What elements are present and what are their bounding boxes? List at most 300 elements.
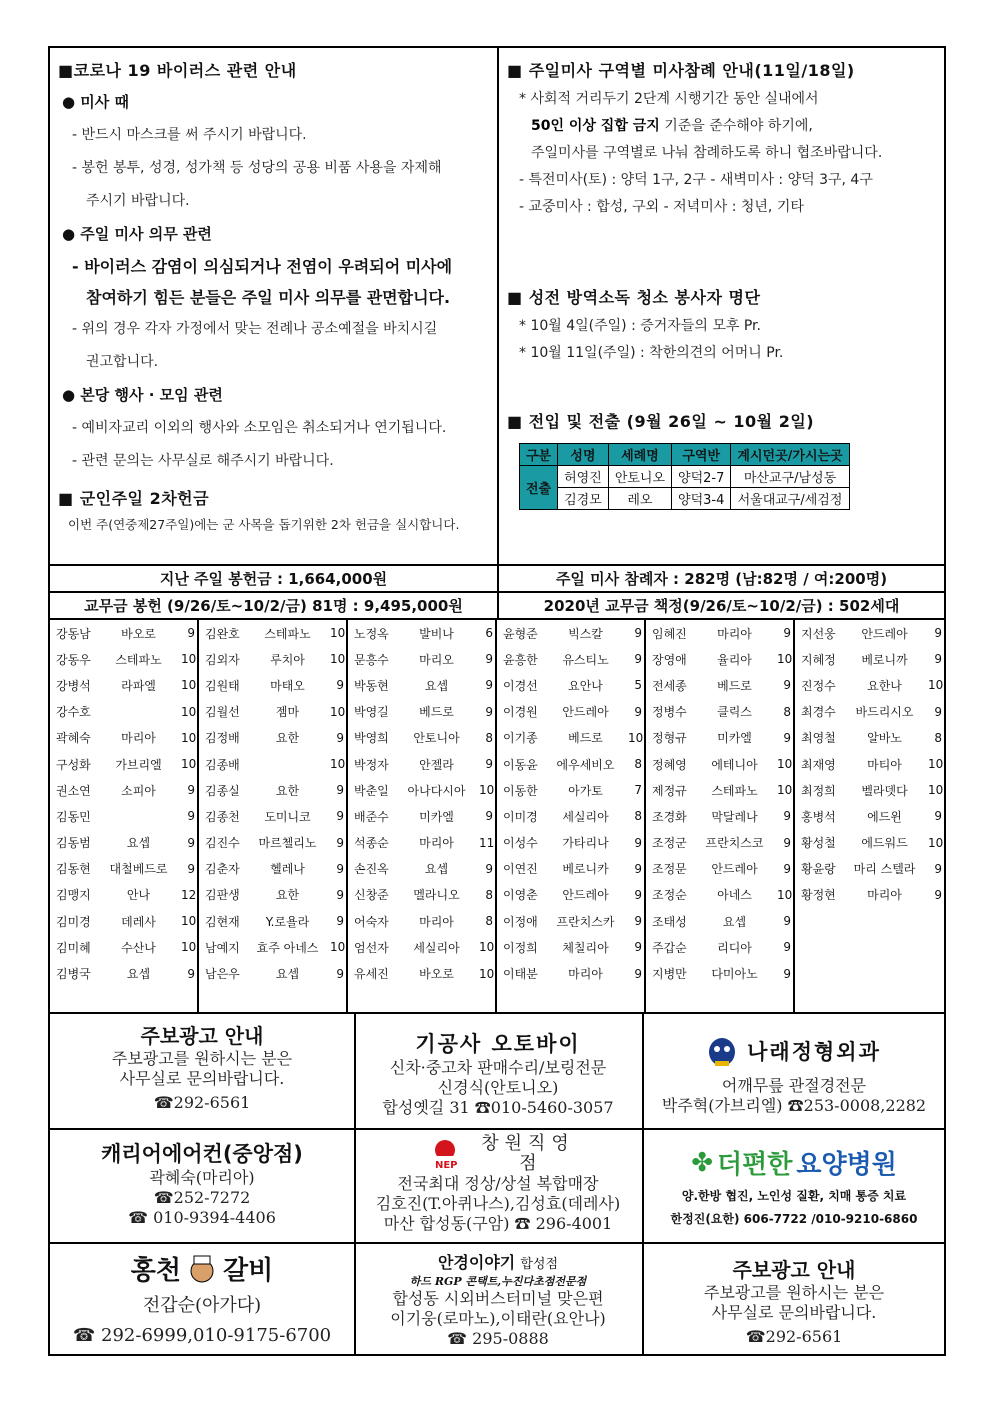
donor-name: 이경선 (503, 678, 538, 693)
donor-row (795, 803, 944, 829)
donor-count: 9 (485, 678, 493, 693)
donor-baptismal-name: 마르첼리노 (258, 836, 317, 851)
donor-count: 8 (934, 730, 942, 745)
donor-count: 9 (187, 861, 195, 876)
ad-title: 기공사 오토바이 (415, 1032, 581, 1056)
district-line: * 사회적 거리두기 2단계 시행기간 동안 실내에서 (519, 91, 819, 107)
donor-name: 김종배 (205, 757, 240, 772)
donor-row (497, 908, 644, 934)
donor-row (50, 908, 197, 934)
donor-count: 10 (928, 835, 944, 850)
donor-name: 이기종 (503, 731, 538, 746)
donor-baptismal-name: 안드레아 (861, 626, 908, 641)
donor-row (795, 646, 944, 672)
donor-count: 9 (783, 940, 791, 955)
donor-baptismal-name: 체칠리아 (562, 940, 609, 955)
duty-bold-line: - 바이러스 감염이 의심되거나 전염이 우려되어 미사에 (72, 257, 453, 276)
ad-line: ☎ 010-9394-4406 (128, 1208, 276, 1227)
donor-name: 주갑순 (652, 940, 687, 955)
moves-cell: 레오 (608, 488, 671, 510)
ad-orthopedics (644, 1034, 944, 1116)
donor-name: 김외자 (205, 652, 240, 667)
donor-baptismal-name: 안드레아 (562, 705, 609, 720)
donor-name: 이연진 (503, 862, 538, 877)
ad-nep-store (354, 1134, 642, 1234)
donor-baptismal-name: 안드레아 (562, 888, 609, 903)
donor-baptismal-name: 리디아 (717, 940, 752, 955)
donor-count: 9 (485, 757, 493, 772)
donor-name: 석종순 (354, 836, 389, 851)
donor-row (795, 830, 944, 856)
moves-cell: 허영진 (558, 466, 609, 488)
donor-row (348, 960, 495, 986)
donor-row (795, 620, 944, 646)
donor-row (497, 856, 644, 882)
donor-baptismal-name: 요한 (275, 731, 300, 746)
donor-baptismal-name: 다미아노 (711, 967, 758, 982)
donor-row (50, 803, 197, 829)
offering-total: 지난 주일 봉헌금 : 1,664,000원 (50, 566, 499, 591)
donor-row (497, 882, 644, 908)
donor-row (50, 934, 197, 960)
donor-name: 김월선 (205, 705, 240, 720)
donor-name: 노정옥 (354, 626, 389, 641)
moves-title: ■ 전입 및 전출 (9월 26일 ~ 10월 2일) (507, 412, 815, 431)
donor-name: 박춘일 (354, 783, 389, 798)
donor-baptismal-name: 바오로 (121, 626, 156, 641)
donor-row (795, 856, 944, 882)
military-line: 이번 주(연중제27주일)에는 군 사목을 돕기위한 2차 헌금을 실시합니다. (68, 517, 460, 532)
donor-count: 9 (634, 652, 642, 667)
donor-name: 김춘자 (205, 862, 240, 877)
event-line: - 예비자교리 이외의 행사와 소모임은 취소되거나 연기됩니다. (72, 420, 447, 436)
ad-line: 사무실로 문의바랍니다. (711, 1303, 877, 1322)
moves-cell: 마산교구/남성동 (731, 466, 849, 488)
donor-name: 이태분 (503, 967, 538, 982)
donor-count: 12 (181, 887, 197, 902)
donor-baptismal-name: 베로니까 (861, 652, 908, 667)
donor-row (199, 672, 346, 698)
donor-baptismal-name: 효주 아네스 (256, 940, 319, 955)
donor-name: 엄선자 (354, 940, 389, 955)
donor-baptismal-name: 빅스칼 (568, 626, 603, 641)
donor-name: 이동윤 (503, 757, 538, 772)
donor-count: 9 (783, 861, 791, 876)
donor-baptismal-name: 막달레나 (711, 809, 758, 824)
ad-title: 점 (519, 1153, 537, 1174)
donor-baptismal-name: 에드워드 (861, 836, 908, 851)
donor-count: 10 (181, 914, 197, 929)
donor-count: 10 (330, 757, 346, 772)
donor-count: 7 (634, 783, 642, 798)
donor-row (646, 960, 793, 986)
donor-count: 10 (628, 730, 644, 745)
donor-count: 9 (634, 861, 642, 876)
donor-baptismal-name: 마리아 (419, 914, 454, 929)
donor-baptismal-name: 젬마 (275, 705, 300, 720)
duty-bold-line: 참여하기 힘든 분들은 주일 미사 의무를 관면합니다. (86, 288, 451, 307)
donor-count: 9 (634, 966, 642, 981)
cross-icon: ✤ (691, 1147, 713, 1178)
donor-column (199, 620, 348, 1012)
ad-line: 신차·중고차 판매수리/보링전문 (389, 1058, 607, 1077)
donor-baptismal-name: 세실리아 (562, 809, 609, 824)
moves-cell: 양덕3-4 (672, 488, 731, 510)
ad-bulletin-2 (644, 1254, 944, 1347)
ad-line: 하드 RGP 콘택트,누진다초점전문점 (409, 1275, 587, 1288)
donor-column (50, 620, 199, 1012)
donor-row (199, 777, 346, 803)
donor-count: 9 (187, 809, 195, 824)
donor-row (348, 830, 495, 856)
donor-count: 8 (485, 914, 493, 929)
donor-baptismal-name: 베드로 (717, 678, 752, 693)
donor-name: 김미경 (56, 914, 91, 929)
donor-name: 강동우 (56, 652, 91, 667)
moves-header: 구역반 (672, 444, 731, 466)
donor-row (795, 699, 944, 725)
donor-row (348, 751, 495, 777)
donor-baptismal-name: 유스티노 (562, 652, 609, 667)
donor-name: 김종실 (205, 783, 240, 798)
donor-baptismal-name: 도미니코 (264, 809, 311, 824)
donor-baptismal-name: 에우세비오 (556, 757, 615, 772)
donor-column (348, 620, 497, 1012)
donor-count: 9 (783, 809, 791, 824)
donor-baptismal-name: 안드레아 (711, 862, 758, 877)
donor-baptismal-name: 요셉 (275, 967, 300, 982)
donor-count: 10 (777, 757, 793, 772)
donor-row (497, 646, 644, 672)
donor-name: 정혜영 (652, 757, 687, 772)
donor-row (50, 960, 197, 986)
ad-title: 주보광고 안내 (732, 1258, 856, 1282)
donor-row (497, 672, 644, 698)
donor-baptismal-name: 데레사 (121, 914, 156, 929)
donor-baptismal-name: 바드리시오 (855, 705, 914, 720)
donor-name: 이경원 (503, 705, 538, 720)
donor-name: 지병만 (652, 967, 687, 982)
donor-row (348, 646, 495, 672)
ad-line: 마산 합성동(구암) ☎ 296-4001 (383, 1214, 613, 1233)
donor-name: 유세진 (354, 967, 389, 982)
donor-name: 구성화 (56, 757, 91, 772)
donor-count: 8 (634, 757, 642, 772)
donor-count: 10 (181, 757, 197, 772)
donor-count: 9 (336, 730, 344, 745)
military-title: ■ 군인주일 2차헌금 (58, 489, 210, 508)
donor-baptismal-name: 마리오 (419, 652, 454, 667)
mass-line: 주시기 바랍니다. (86, 193, 190, 209)
ad-aircon (50, 1138, 354, 1228)
donor-baptismal-name: 마리아 (867, 888, 902, 903)
donor-baptismal-name: 소피아 (121, 783, 156, 798)
mascot-icon (707, 1034, 737, 1068)
donor-baptismal-name: 대철베드로 (109, 862, 168, 877)
cleaning-line: * 10월 11일(주일) : 착한의견의 어머니 Pr. (519, 345, 784, 361)
donor-count: 10 (479, 940, 495, 955)
moves-cell: 서울대교구/세검정 (731, 488, 849, 510)
donor-baptismal-name: 세실리아 (413, 940, 460, 955)
donor-count: 9 (783, 730, 791, 745)
donor-name: 김판생 (205, 888, 240, 903)
donor-count: 10 (330, 626, 346, 641)
moves-cell: 김경모 (558, 488, 609, 510)
donor-count: 9 (934, 652, 942, 667)
donor-name: 장영애 (652, 652, 687, 667)
donor-row (646, 620, 793, 646)
donor-row (50, 856, 197, 882)
mass-heading: ● 미사 때 (62, 93, 130, 111)
donor-name: 손진옥 (354, 862, 389, 877)
donor-name: 남은우 (205, 967, 240, 982)
donor-row (50, 699, 197, 725)
nep-logo: NEP (421, 1138, 471, 1171)
donor-name: 홍병석 (801, 809, 836, 824)
ad-line: 신경식(안토니오) (437, 1078, 559, 1097)
donor-baptismal-name: 가브리엘 (115, 757, 162, 772)
donor-baptismal-name: 베드로 (568, 731, 603, 746)
corona-title: ■코로나 19 바이러스 관련 안내 (58, 61, 297, 80)
donor-row (795, 882, 944, 908)
donor-row (646, 934, 793, 960)
donor-baptismal-name: 아가토 (568, 783, 603, 798)
summary-row-1 (50, 564, 944, 591)
ad-line: 사무실로 문의바랍니다. (119, 1069, 285, 1088)
donor-name: 권소연 (56, 783, 91, 798)
ad-title: 나래정형외과 (747, 1040, 881, 1064)
donor-baptismal-name: 마티아 (867, 757, 902, 772)
donor-name: 조정순 (652, 888, 687, 903)
donor-row (795, 725, 944, 751)
donor-row (199, 960, 346, 986)
donor-name: 진정수 (801, 678, 836, 693)
donor-baptismal-name: 발비나 (419, 626, 454, 641)
donor-baptismal-name: 베드로 (419, 705, 454, 720)
donor-row (348, 699, 495, 725)
donor-baptismal-name: 아네스 (717, 888, 752, 903)
donor-row (348, 725, 495, 751)
donor-count: 8 (783, 704, 791, 719)
duty-heading: ● 주일 미사 의무 관련 (62, 225, 212, 243)
donor-name: 박정자 (354, 757, 389, 772)
attendance-total: 주일 미사 참례자 : 282명 (남:82명 / 여:200명) (555, 570, 888, 588)
donor-row (50, 777, 197, 803)
donor-count: 8 (634, 809, 642, 824)
donor-count: 9 (634, 704, 642, 719)
donor-row (199, 620, 346, 646)
donor-baptismal-name: 라파엘 (121, 678, 156, 693)
ad-line: 합성옛길 31 ☎010-5460-3057 (382, 1098, 614, 1117)
donor-row (646, 646, 793, 672)
ad-title: 캐리어에어컨(중앙점) (101, 1142, 303, 1166)
donor-row (348, 672, 495, 698)
donor-name: 최영철 (801, 731, 836, 746)
donor-name: 이동한 (503, 783, 538, 798)
donor-count: 10 (330, 940, 346, 955)
donor-row (50, 646, 197, 672)
donor-count: 10 (928, 678, 944, 693)
donor-name: 김동현 (56, 862, 91, 877)
donor-count: 8 (485, 730, 493, 745)
donor-baptismal-name: 요한 (275, 783, 300, 798)
moves-header: 성명 (558, 444, 609, 466)
donor-baptismal-name: 클릭스 (717, 705, 752, 720)
donor-row (497, 960, 644, 986)
donor-name: 조정군 (652, 836, 687, 851)
dues-plan: 2020년 교무금 책정(9/26/토~10/2/금) : 502세대 (543, 597, 900, 615)
donor-count: 10 (777, 887, 793, 902)
donor-baptismal-name: 율리아 (717, 652, 752, 667)
donor-row (497, 934, 644, 960)
district-line: 50인 이상 집합 금지 기준을 준수해야 하기에, (531, 118, 813, 134)
donor-count: 6 (485, 626, 493, 641)
donor-baptismal-name: 요셉 (126, 967, 151, 982)
donor-name: 김미혜 (56, 940, 91, 955)
ad-line: 주보광고를 원하시는 분은 (703, 1283, 885, 1302)
donor-baptismal-name: 알바노 (867, 731, 902, 746)
ad-line: 전갑순(아가다) (142, 1295, 262, 1316)
donor-name: 어숙자 (354, 914, 389, 929)
donor-count: 9 (634, 940, 642, 955)
donor-baptismal-name: 프란치스카 (556, 914, 615, 929)
donor-count: 10 (330, 652, 346, 667)
donor-name: 임혜진 (652, 626, 687, 641)
donor-row (497, 751, 644, 777)
donor-baptismal-name: 미카엘 (419, 809, 454, 824)
donor-count: 9 (187, 783, 195, 798)
donor-baptismal-name: 에드윈 (867, 809, 902, 824)
donor-column (795, 620, 944, 1012)
donor-list (50, 618, 944, 1012)
donor-name: 정병수 (652, 705, 687, 720)
corona-section (50, 48, 499, 564)
donor-row (50, 751, 197, 777)
mass-line: - 반드시 마스크를 써 주시기 바랍니다. (72, 127, 307, 143)
summary-row-2 (50, 591, 944, 618)
donor-name: 지선웅 (801, 626, 836, 641)
dues-total: 교무금 봉헌 (9/26/토~10/2/금) 81명 : 9,495,000원 (50, 593, 499, 618)
donor-name: 황정현 (801, 888, 836, 903)
donor-count: 9 (634, 835, 642, 850)
donor-baptismal-name: 수산나 (121, 940, 156, 955)
donor-name: 최경수 (801, 705, 836, 720)
donor-row (646, 672, 793, 698)
donor-row (646, 725, 793, 751)
donor-row (795, 777, 944, 803)
donor-row (646, 699, 793, 725)
donor-count: 9 (485, 704, 493, 719)
ad-line: 이기웅(로마노),이태란(요안나) (390, 1309, 606, 1328)
donor-name: 김현재 (205, 914, 240, 929)
donor-count: 9 (783, 678, 791, 693)
donor-name: 윤형준 (503, 626, 538, 641)
donor-name: 조정문 (652, 862, 687, 877)
donor-name: 최재영 (801, 757, 836, 772)
donor-count: 10 (777, 783, 793, 798)
donor-name: 신창준 (354, 888, 389, 903)
donor-baptismal-name: 요안나 (568, 678, 603, 693)
ad-line: ☎252-7272 (153, 1188, 251, 1207)
donor-baptismal-name: 마리아 (419, 836, 454, 851)
donor-baptismal-name: 루치아 (270, 652, 305, 667)
donor-count: 9 (336, 809, 344, 824)
donor-row (497, 803, 644, 829)
ad-motorcycle (354, 1028, 642, 1118)
donor-row (199, 646, 346, 672)
donor-name: 박영희 (354, 731, 389, 746)
donor-name: 이정애 (503, 914, 538, 929)
donor-name: 박동현 (354, 678, 389, 693)
donor-row (497, 830, 644, 856)
donor-baptismal-name: 안나 (126, 888, 151, 903)
ad-nursing-hospital: ✤ 더편한 요양병원 양.한방 협진, 노인성 질환, 치매 통증 치료 한정진(요한) 606-7722 /010-9210-6860 (644, 1144, 944, 1227)
donor-baptismal-name: 에테니아 (711, 757, 758, 772)
donor-baptismal-name: 베로니카 (562, 862, 609, 877)
donor-row (199, 856, 346, 882)
district-line: 주일미사를 구역별로 나눠 참례하도록 하니 협조바랍니다. (531, 145, 883, 161)
donor-count: 9 (934, 626, 942, 641)
ad-line: 김호진(T.아퀴나스),김성효(데레사) (375, 1194, 621, 1213)
donor-count: 10 (181, 678, 197, 693)
ad-bulletin-1 (50, 1020, 354, 1113)
donor-count: 9 (336, 783, 344, 798)
donor-count: 5 (634, 678, 642, 693)
ad-title: 주보광고 안내 (140, 1024, 264, 1048)
ad-optician: 안경이야기 합성점 하드 RGP 콘택트,누진다초점전문점 합성동 시외버스터미널 맞은편 이기웅(로마노),이태란(요안나) ☎ 295-0888 (354, 1250, 642, 1349)
donor-count: 9 (336, 914, 344, 929)
donor-baptismal-name: 가타리나 (562, 836, 609, 851)
donor-row (199, 803, 346, 829)
donor-row (50, 620, 197, 646)
donor-name: 지혜정 (801, 652, 836, 667)
donor-baptismal-name: 마태오 (270, 678, 305, 693)
donor-baptismal-name: 스테파노 (115, 652, 162, 667)
donor-row (50, 882, 197, 908)
ad-line: 한정진(요한) 606-7722 /010-9210-6860 (670, 1212, 918, 1226)
donor-row (348, 934, 495, 960)
donor-row (50, 830, 197, 856)
donor-baptismal-name: 요셉 (424, 678, 449, 693)
donor-row (50, 725, 197, 751)
donor-count: 9 (336, 861, 344, 876)
duty-line: 권고합니다. (86, 354, 159, 370)
donor-row (497, 620, 644, 646)
donor-baptismal-name: Y.로욜라 (265, 914, 310, 929)
donor-count: 9 (187, 626, 195, 641)
donor-baptismal-name: 스테파노 (711, 783, 758, 798)
donor-count: 10 (181, 652, 197, 667)
donor-baptismal-name: 프란치스코 (705, 836, 764, 851)
donor-name: 김진수 (205, 836, 240, 851)
ad-title: 창원직영 (481, 1133, 575, 1154)
donor-column (646, 620, 795, 1012)
donor-count: 9 (934, 861, 942, 876)
donor-name: 윤흥한 (503, 652, 538, 667)
donor-count: 9 (783, 835, 791, 850)
donor-row (199, 699, 346, 725)
moves-header: 구분 (520, 444, 558, 466)
donor-baptismal-name: 요셉 (126, 836, 151, 851)
donor-baptismal-name: 아나다시아 (407, 783, 466, 798)
donor-name: 김동범 (56, 836, 91, 851)
ad-line: ☎292-6561 (153, 1093, 251, 1112)
moves-table (519, 443, 850, 510)
donor-count: 10 (928, 783, 944, 798)
donor-count: 9 (783, 626, 791, 641)
ad-line: 합성동 시외버스터미널 맞은편 (392, 1289, 604, 1308)
donor-name: 최정희 (801, 783, 836, 798)
